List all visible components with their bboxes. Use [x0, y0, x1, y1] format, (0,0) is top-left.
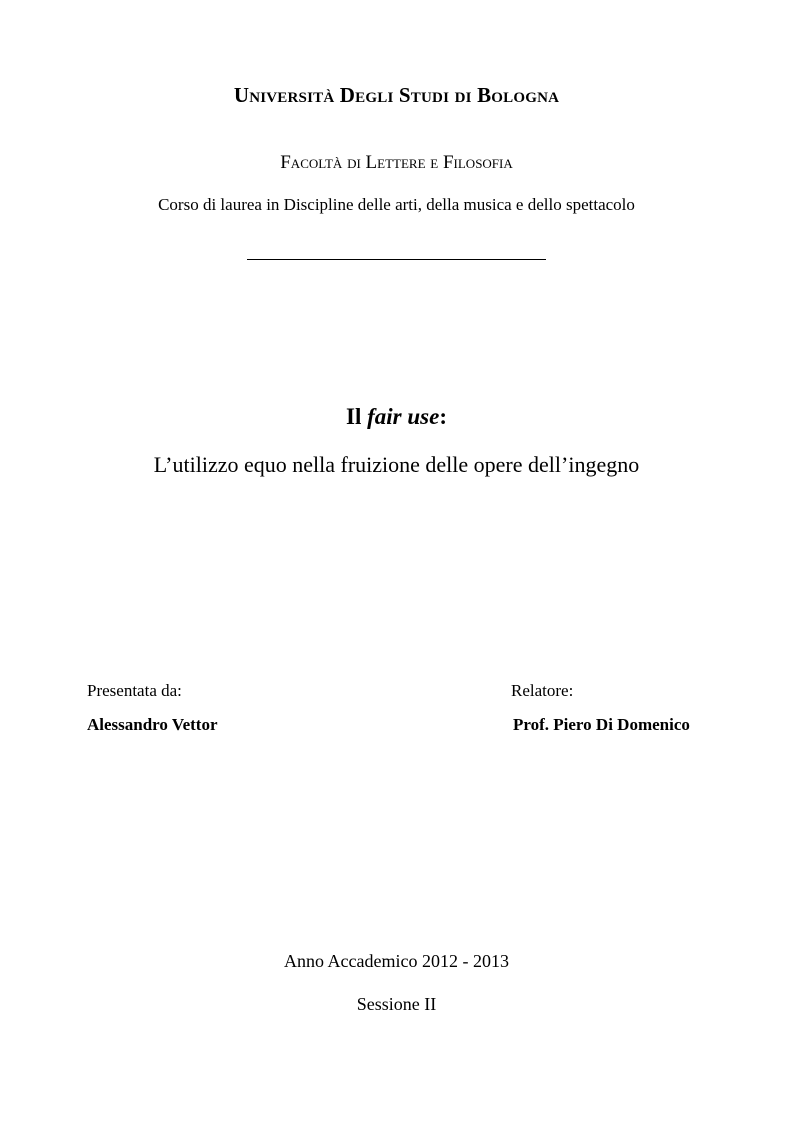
university-name: Università Degli Studi di Bologna	[233, 83, 560, 107]
presented-by-label: Presentata da:	[87, 681, 182, 700]
thesis-title-prefix: Il	[346, 404, 368, 429]
thesis-title	[0, 404, 793, 430]
session: Sessione II	[356, 994, 437, 1014]
degree-course: Corso di laurea in Discipline delle arti, della musica e dello spettacolo	[158, 195, 635, 214]
thesis-title-suffix: :	[439, 404, 447, 429]
author-name: Alessandro Vettor	[87, 715, 218, 734]
header-divider	[247, 259, 546, 260]
academic-year: Anno Accademico 2012 - 2013	[284, 951, 509, 971]
thesis-title-italic: fair use	[367, 404, 440, 429]
thesis-subtitle: L’utilizzo equo nella fruizione delle opere dell’ingegno	[153, 452, 640, 477]
faculty-name: Facoltà di Lettere e Filosofia	[280, 152, 513, 173]
supervisor-label: Relatore:	[511, 681, 574, 700]
supervisor-name: Prof. Piero Di Domenico	[513, 715, 690, 734]
